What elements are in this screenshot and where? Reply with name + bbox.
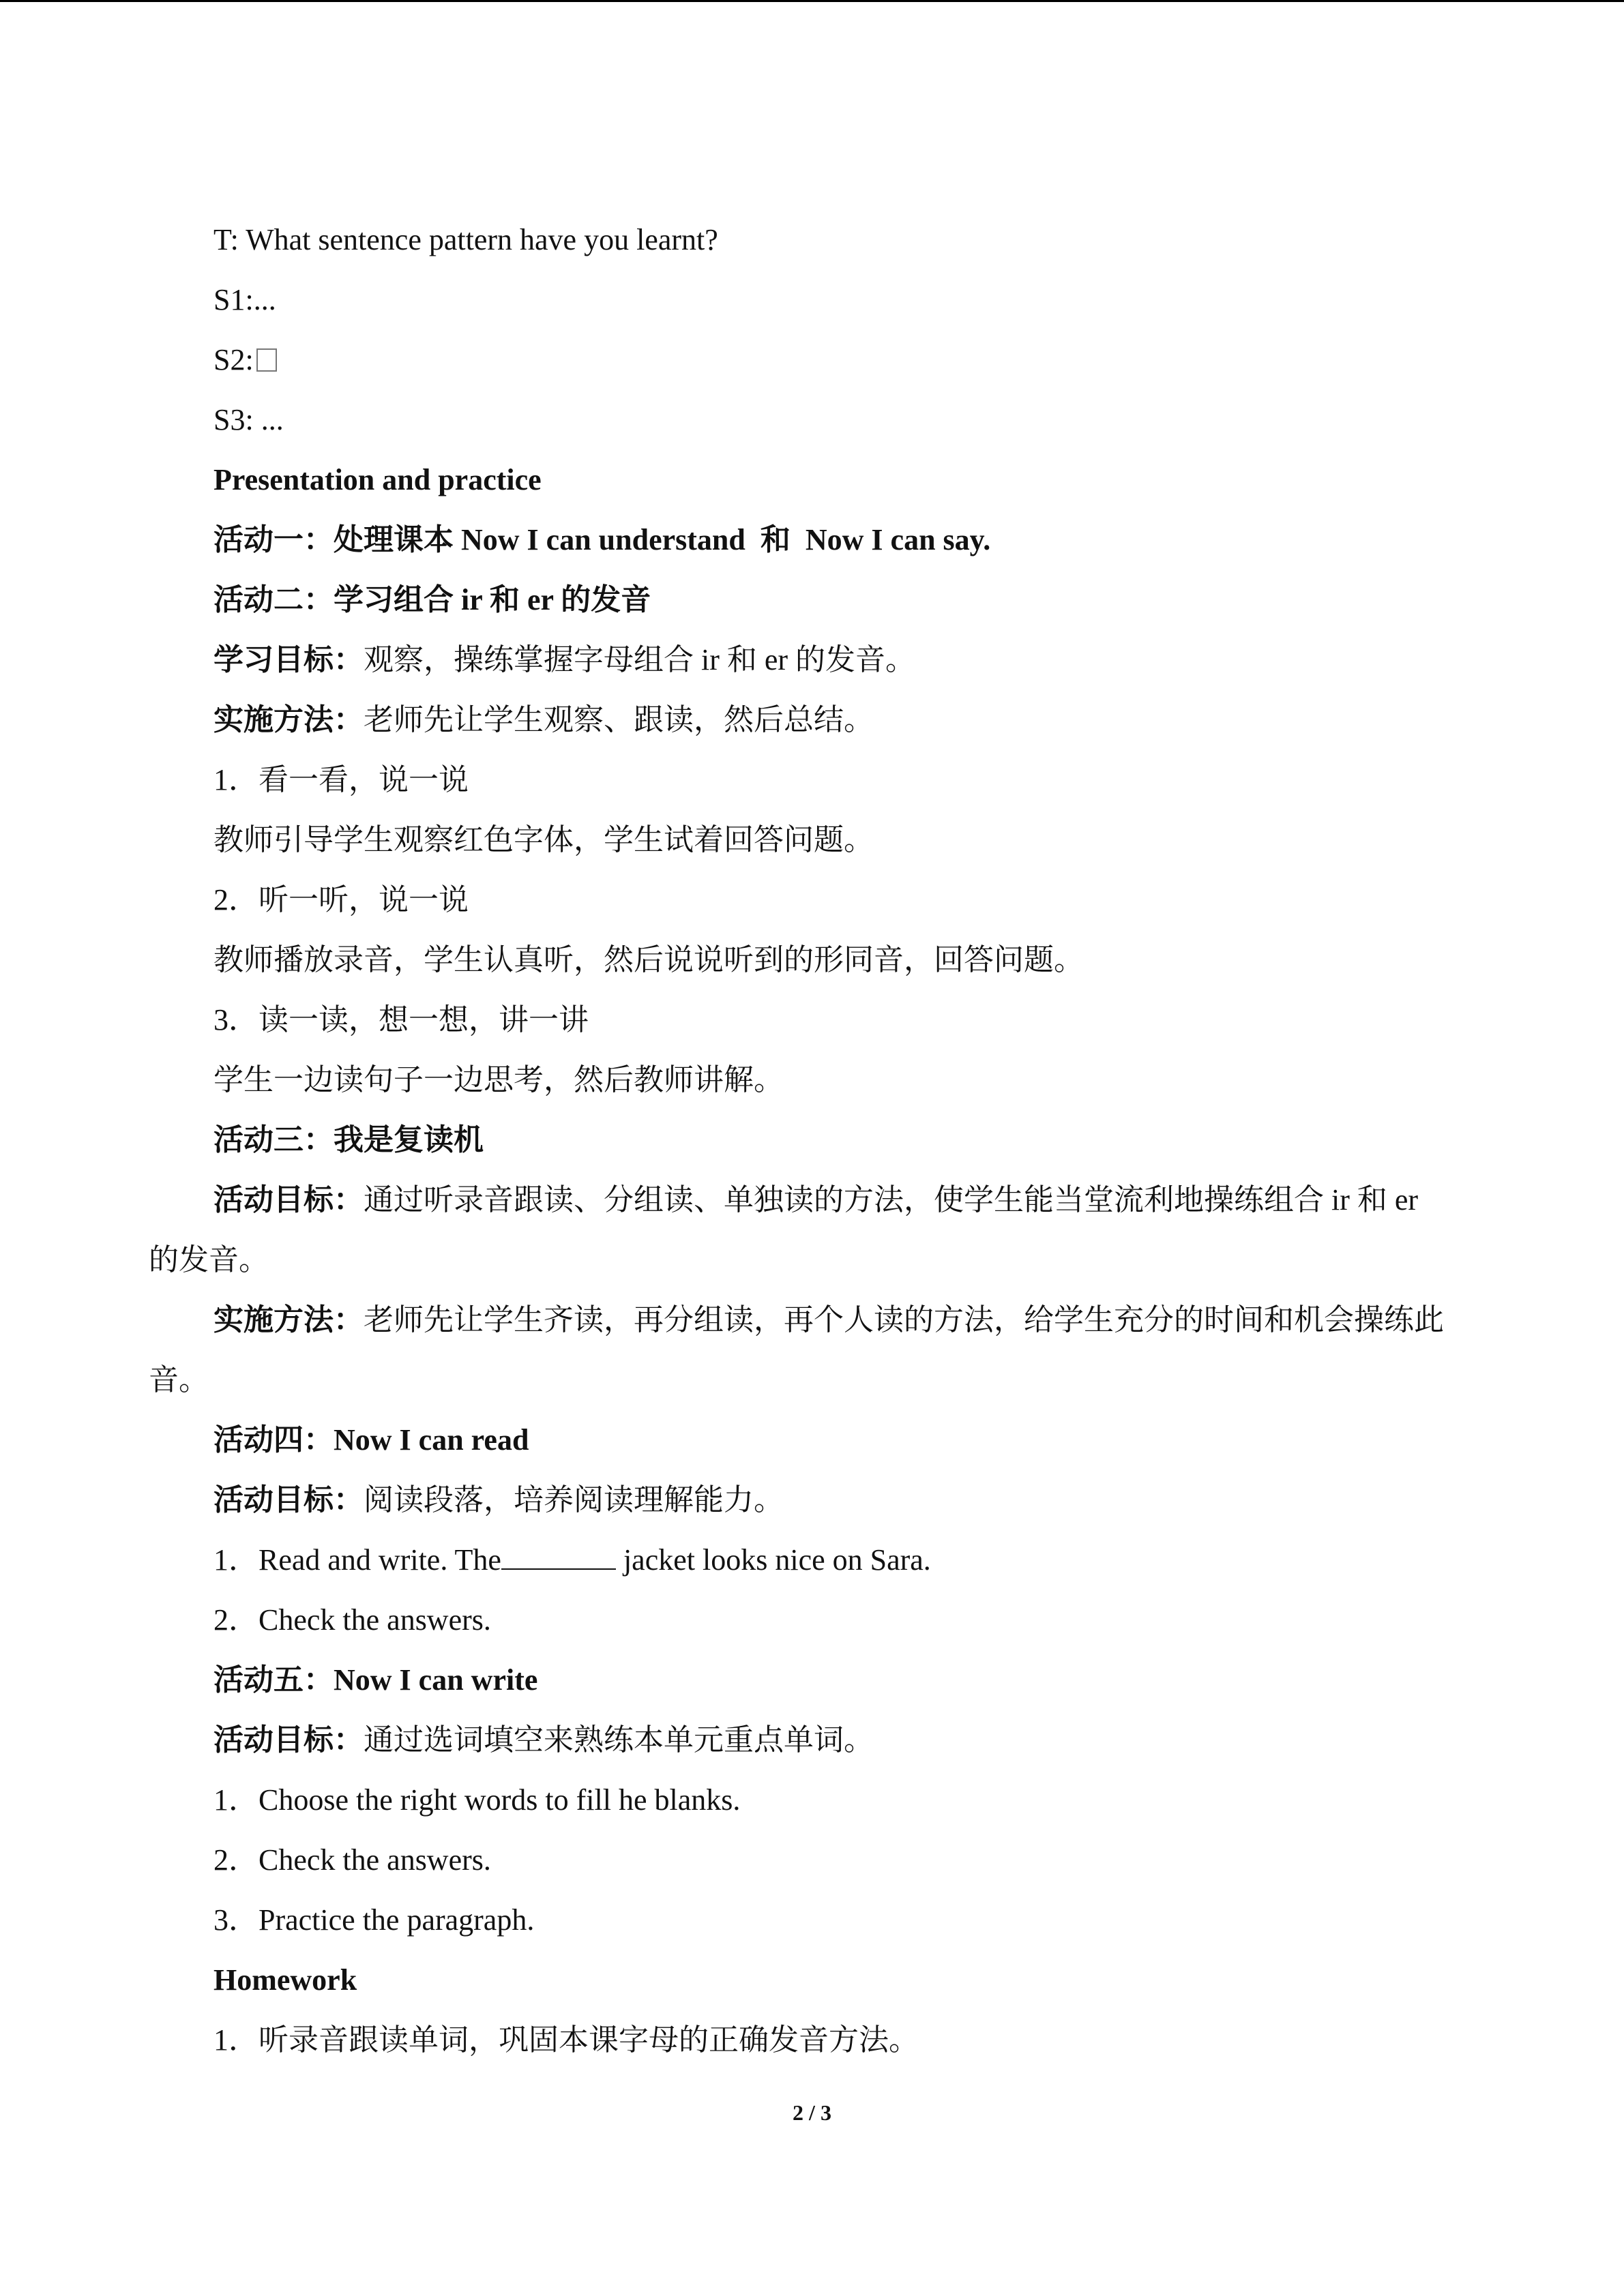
activity-1-part-b: Now I can say. <box>805 523 991 556</box>
activity-4-goal-label: 活动目标： <box>213 1483 364 1517</box>
placeholder-box-icon <box>256 348 277 372</box>
student3-answer-text: S3: ... <box>213 403 284 436</box>
activity-3-goal-text: 通过听录音跟读、分组读、单独读的方法，使学生能当堂流利地操练组合 ir 和 er 的发音。 <box>149 1183 1419 1277</box>
activity-2-method-label: 实施方法： <box>213 703 364 736</box>
activity-3-method <box>149 1290 1451 1410</box>
student3-answer <box>149 390 1451 450</box>
activity-3-goal <box>149 1170 1451 1290</box>
activity-3-heading-text: 活动三：我是复读机 <box>213 1123 484 1157</box>
activity-1-and: 和 <box>760 523 791 556</box>
activity-2-goal-text: 观察，操练掌握字母组合 ir 和 er 的发音。 <box>364 643 916 676</box>
section-heading-presentation-text: Presentation and practice <box>213 463 542 496</box>
write-step-2 <box>149 1830 1451 1890</box>
activity-3-heading <box>149 1110 1451 1170</box>
section-heading-homework <box>149 1950 1451 2010</box>
read-step-2-text: 2．Check the answers. <box>213 1603 491 1637</box>
document-body <box>149 210 1451 2070</box>
page-top-border <box>0 0 1624 2</box>
activity-5-label: 活动五： <box>213 1663 334 1697</box>
read-step-1-part-b: jacket looks nice on Sara. <box>615 1543 931 1577</box>
step-3-desc <box>149 1050 1451 1110</box>
step-1-title <box>149 750 1451 810</box>
activity-5-title: Now I can write <box>334 1663 538 1697</box>
section-heading-presentation <box>149 450 1451 510</box>
step-2-desc <box>149 930 1451 990</box>
activity-3-goal-label: 活动目标： <box>213 1183 364 1217</box>
homework-item-1-text: 1．听录音跟读单词，巩固本课字母的正确发音方法。 <box>213 2023 919 2057</box>
activity-3-method-label: 实施方法： <box>213 1303 364 1337</box>
student2-answer <box>149 330 1451 390</box>
activity-1-heading <box>149 510 1451 570</box>
activity-4-goal <box>149 1470 1451 1530</box>
activity-4-label: 活动四： <box>213 1423 334 1457</box>
step-2-title <box>149 870 1451 930</box>
activity-3-method-text: 老师先让学生齐读，再分组读，再个人读的方法，给学生充分的时间和机会操练此音。 <box>149 1303 1444 1397</box>
write-step-1-text: 1．Choose the right words to fill he blanks. <box>213 1783 741 1817</box>
activity-2-method-text: 老师先让学生观察、跟读，然后总结。 <box>364 703 874 736</box>
read-step-1 <box>149 1530 1451 1590</box>
student1-answer-text: S1:... <box>213 283 276 316</box>
teacher-question-text: T: What sentence pattern have you learnt? <box>213 223 718 256</box>
student1-answer <box>149 270 1451 330</box>
activity-2-method <box>149 690 1451 750</box>
step-1-desc-text: 教师引导学生观察红色字体，学生试着回答问题。 <box>213 823 874 856</box>
student2-answer-text: S2: <box>213 343 254 376</box>
section-heading-homework-text: Homework <box>213 1963 357 1997</box>
activity-4-heading <box>149 1410 1451 1470</box>
write-step-3-text: 3．Practice the paragraph. <box>213 1903 535 1937</box>
homework-item-1 <box>149 2010 1451 2070</box>
activity-1-part-a: 活动一：处理课本 Now I can understand <box>213 523 745 556</box>
teacher-question <box>149 210 1451 270</box>
activity-5-goal <box>149 1710 1451 1770</box>
page-number: 2 / 3 <box>793 2100 831 2125</box>
activity-5-heading <box>149 1650 1451 1710</box>
activity-2-heading-text: 活动二：学习组合 ir 和 er 的发音 <box>213 583 651 616</box>
activity-5-goal-text: 通过选词填空来熟练本单元重点单词。 <box>364 1723 874 1757</box>
step-1-title-text: 1．看一看，说一说 <box>213 763 469 796</box>
fill-in-blank <box>501 1545 616 1570</box>
activity-4-goal-text: 阅读段落，培养阅读理解能力。 <box>364 1483 784 1517</box>
read-step-1-part-a: 1．Read and write. The <box>213 1543 501 1577</box>
step-2-desc-text: 教师播放录音，学生认真听，然后说说听到的形同音，回答问题。 <box>213 943 1084 976</box>
write-step-2-text: 2．Check the answers. <box>213 1843 491 1877</box>
activity-2-goal-label: 学习目标： <box>213 643 364 676</box>
step-1-desc <box>149 810 1451 870</box>
activity-5-goal-label: 活动目标： <box>213 1723 364 1757</box>
write-step-1 <box>149 1770 1451 1830</box>
activity-4-title: Now I can read <box>334 1423 529 1457</box>
step-3-title <box>149 990 1451 1050</box>
step-2-title-text: 2．听一听，说一说 <box>213 883 469 916</box>
read-step-2 <box>149 1590 1451 1650</box>
step-3-desc-text: 学生一边读句子一边思考，然后教师讲解。 <box>213 1063 784 1097</box>
step-3-title-text: 3．读一读，想一想，讲一讲 <box>213 1003 589 1037</box>
write-step-3 <box>149 1890 1451 1950</box>
activity-2-goal <box>149 630 1451 690</box>
activity-2-heading <box>149 570 1451 630</box>
